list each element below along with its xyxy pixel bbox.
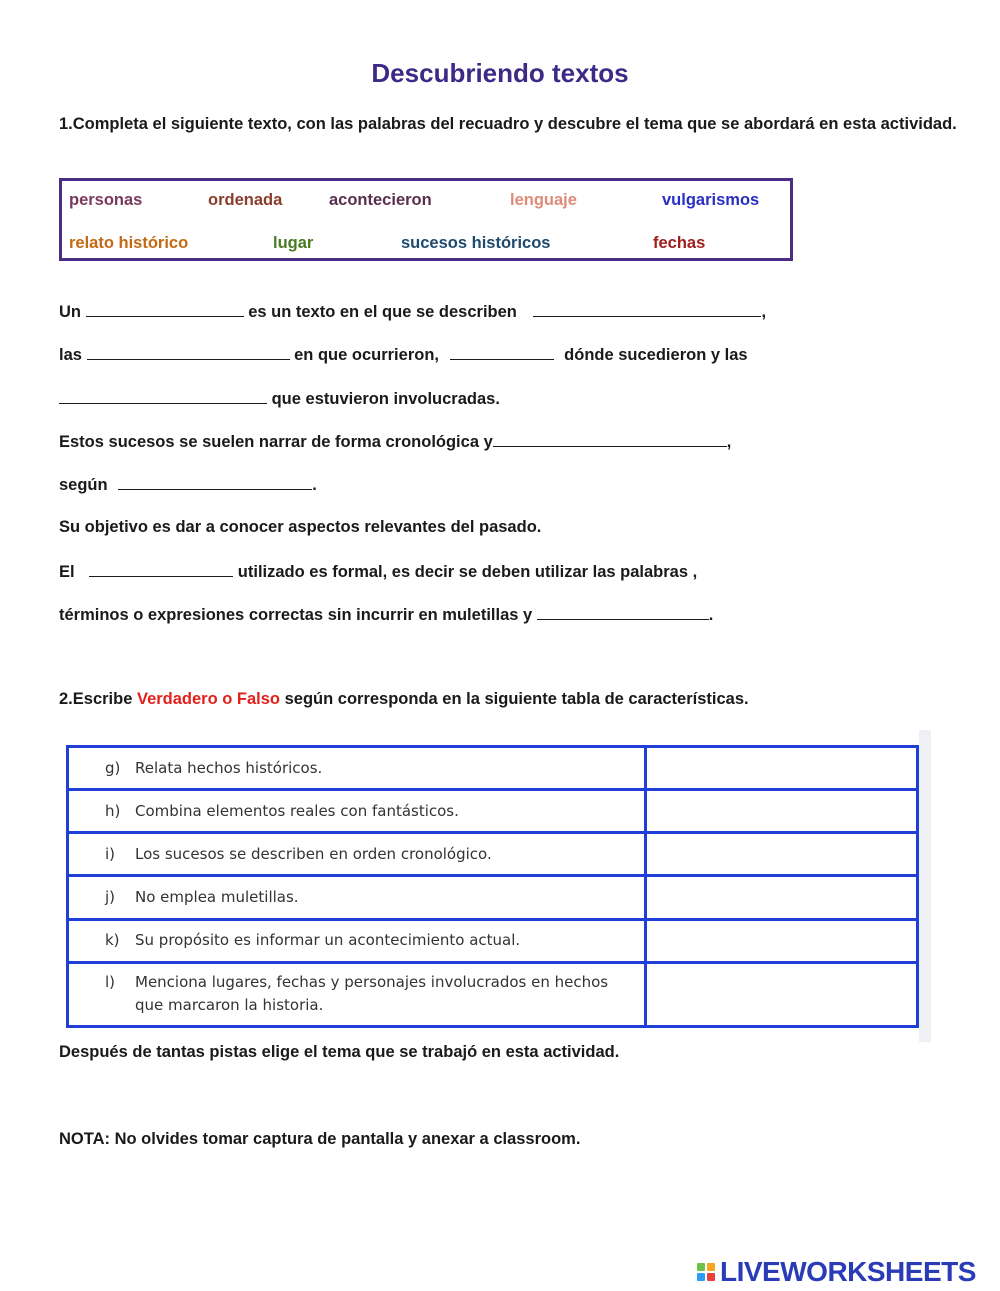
row-label: k) [105,931,120,950]
row-statement [68,747,646,790]
table-row [68,962,918,1026]
line-text: según [59,476,108,494]
question-1-instruction: 1.Completa el siguiente texto, con las palabras del recuadro y descubre el tema que se abordará en esta actividad. [59,115,957,133]
table-row [68,790,918,833]
line-text: dónde sucedieron y las [564,346,748,364]
word-bank-item: acontecieron [329,191,432,209]
blank-input[interactable] [118,475,312,490]
row-label: g) [105,758,121,777]
answer-cell[interactable] [646,919,918,962]
answer-cell[interactable] [646,790,918,833]
blank-input[interactable] [86,302,244,317]
word-bank-item: lugar [273,234,314,252]
blank-input[interactable] [89,562,233,577]
fill-line-5 [59,475,317,495]
line-text: El [59,563,75,581]
line-text: términos o expresiones correctas sin incurrir en muletillas y [59,606,533,624]
word-bank-item: personas [69,191,143,209]
word-bank-item: lenguaje [510,191,577,209]
blank-input[interactable] [493,432,727,447]
line-text: que estuvieron involucradas. [271,390,500,408]
fill-line-4 [59,432,731,452]
question-2-instruction [59,689,959,710]
answer-cell[interactable] [646,833,918,876]
row-text: No emplea muletillas. [135,887,299,906]
line-text: , [761,303,767,321]
blank-input[interactable] [450,345,554,360]
page-title: Descubriendo textos [371,58,629,88]
line-text: Estos sucesos se suelen narrar de forma cronológica y [59,433,493,451]
word-bank-item: vulgarismos [662,191,760,209]
fill-line-7 [59,562,697,582]
row-statement [68,962,646,1026]
blank-input[interactable] [533,302,761,317]
table-row [68,747,918,790]
row-statement [68,919,646,962]
logo-text: LIVEWORKSHEETS [720,1256,976,1287]
liveworksheets-logo [697,1256,976,1288]
row-text: Menciona lugares, fechas y personajes involucrados en hechos que marcaron la historia. [135,973,609,1015]
table-row [68,833,918,876]
word-bank [59,178,793,261]
row-statement [68,876,646,919]
row-text: Su propósito es informar un acontecimiento actual. [135,931,521,950]
word-bank-item: ordenada [208,191,283,209]
table-row [68,919,918,962]
blank-input[interactable] [87,345,290,360]
fill-line-2 [59,345,748,365]
row-label: j) [105,887,116,906]
line-text: en que ocurrieron, [294,346,439,364]
line-text: utilizado es formal, es decir se deben utilizar las palabras , [237,563,698,581]
row-statement [68,833,646,876]
word-bank-item: sucesos históricos [401,234,551,252]
row-text: Los sucesos se describen en orden cronológico. [135,844,492,863]
line-text: . [708,606,714,624]
row-label: i) [105,844,116,863]
logo-icon [697,1263,715,1281]
blank-input[interactable] [537,605,709,620]
line-text: Un [59,303,81,321]
answer-cell[interactable] [646,876,918,919]
closing-prompt: Después de tantas pistas elige el tema que se trabajó en esta actividad. [59,1043,620,1061]
fill-line-1 [59,302,766,322]
row-label: h) [105,801,121,820]
line-text: . [312,476,317,494]
note: NOTA: No olvides tomar captura de pantalla y anexar a classroom. [59,1130,581,1148]
row-text: Combina elementos reales con fantásticos. [135,801,459,820]
line-text: , [726,433,732,451]
answer-cell[interactable] [646,962,918,1026]
table-shadow [919,730,931,1042]
instruction-text: según corresponda en la siguiente tabla de características. [280,690,749,708]
instruction-highlight: Verdadero o Falso [136,690,281,708]
fill-line-8 [59,605,713,625]
word-bank-item: relato histórico [69,234,189,252]
word-bank-item: fechas [653,234,706,252]
row-text: Relata hechos históricos. [135,758,323,777]
row-statement [68,790,646,833]
line-text: es un texto en el que se describen [248,303,517,321]
instruction-text: 2.Escribe [59,690,137,708]
line-text: las [59,346,82,364]
table-row [68,876,918,919]
blank-input[interactable] [59,389,267,404]
answer-cell[interactable] [646,747,918,790]
true-false-table [66,745,919,1028]
fill-line-6: Su objetivo es dar a conocer aspectos relevantes del pasado. [59,518,542,536]
row-label: l) [105,973,116,992]
fill-line-3 [59,389,500,409]
